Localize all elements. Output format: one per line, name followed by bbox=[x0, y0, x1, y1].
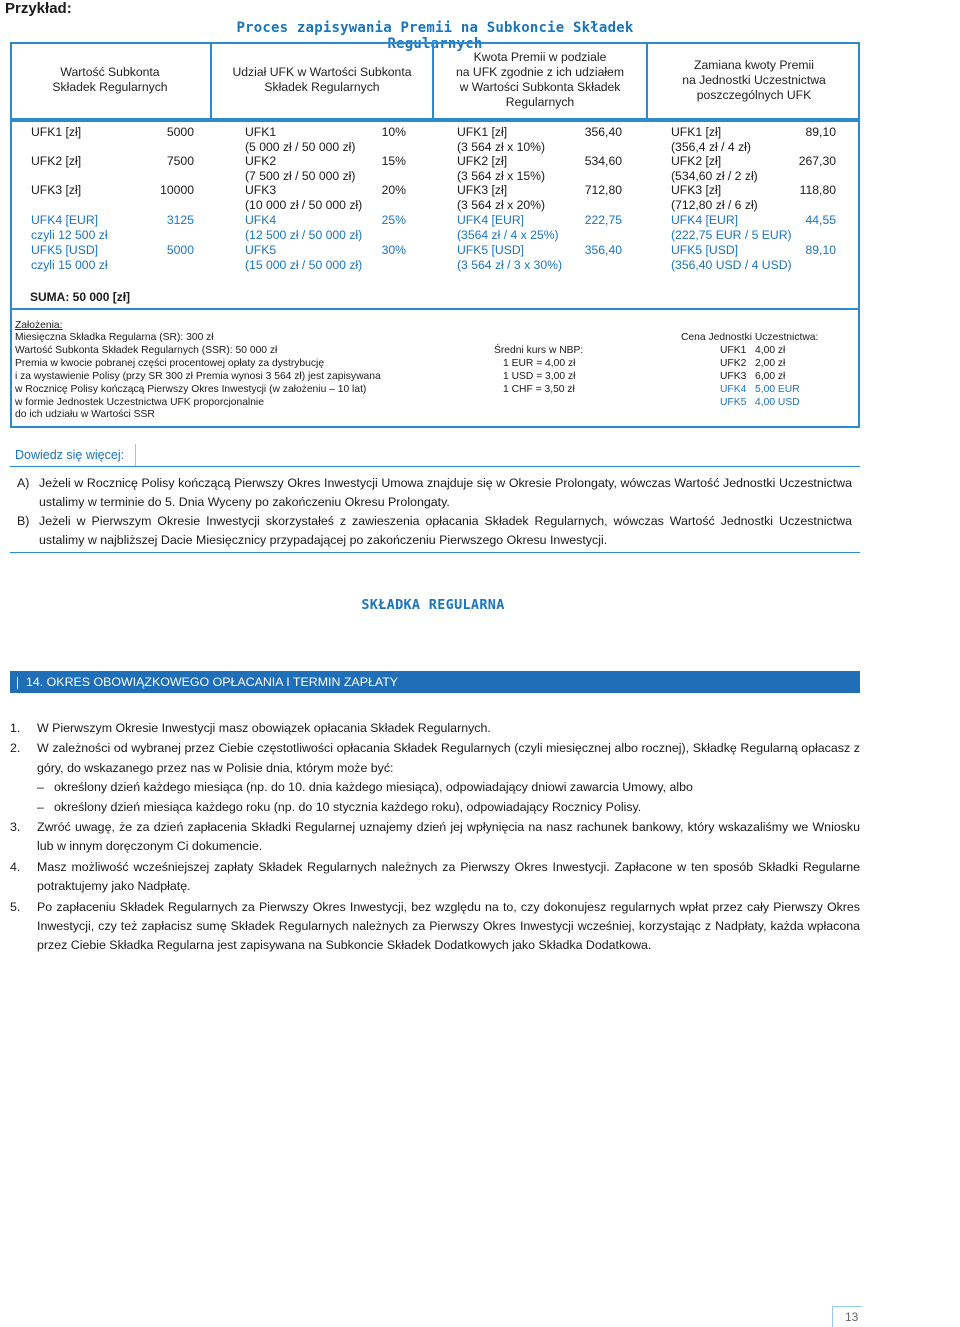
cell-value: 25% bbox=[381, 213, 406, 227]
cell-note: (712,80 zł / 6 zł) bbox=[671, 198, 758, 212]
list-number: 5. bbox=[10, 899, 21, 914]
cell-label: UFK1 [zł] bbox=[671, 125, 722, 139]
column-header-premium-split: Kwota Premii w podziale na UFK zgodnie z ich udziałem w Wartości Subkonta Składek Regularnych bbox=[434, 42, 648, 120]
assumptions-title: Założenia: bbox=[15, 320, 63, 331]
cell-label: UFK4 [EUR] bbox=[671, 213, 739, 227]
price-value: 4,00 USD bbox=[755, 397, 800, 408]
cell-value: 5000 bbox=[166, 243, 194, 257]
column-header-subaccount-value: Wartość Subkonta Składek Regularnych bbox=[10, 42, 212, 120]
cell-value: 222,75 bbox=[584, 213, 622, 227]
cell-value: 10000 bbox=[160, 183, 194, 197]
cell-value: 15% bbox=[381, 154, 406, 168]
cell-label: UFK2 [zł] bbox=[457, 154, 508, 168]
price-value: 5,00 EUR bbox=[755, 384, 800, 395]
cell-note: (356,4 zł / 4 zł) bbox=[671, 140, 751, 154]
assumption-line: w formie Jednostek Uczestnictwa UFK proporcjonalnie bbox=[15, 397, 264, 408]
item-marker: A) bbox=[17, 476, 30, 490]
cell-label: UFK2 [zł] bbox=[671, 154, 722, 168]
cell-note: (3 564 zł / 3 x 30%) bbox=[457, 258, 562, 272]
price-value: 2,00 zł bbox=[755, 358, 786, 369]
item-text: Jeżeli w Rocznicę Polisy kończącą Pierwszy Okres Inwestycji Umowa znajduje się w Okresie Prolongaty, wówczas Wartość Jednostki Uczestnictwa ustalimy w terminie do 5. Dnia Wyceny po zakończeniu Okresu Prolongaty. bbox=[39, 476, 852, 509]
cell-label: UFK2 [zł] bbox=[31, 154, 82, 168]
price-ufk: UFK5 bbox=[720, 397, 747, 408]
cell-label: UFK5 [USD] bbox=[671, 243, 739, 257]
cell-value: 89,10 bbox=[805, 243, 836, 257]
cell-value: 30% bbox=[381, 243, 406, 257]
list-text: W Pierwszym Okresie Inwestycji masz obowiązek opłacania Składek Regularnych. bbox=[37, 721, 491, 735]
learn-more-tick bbox=[135, 444, 136, 466]
rate-line: 1 USD = 3,00 zł bbox=[503, 371, 576, 382]
list-number: 1. bbox=[10, 721, 21, 735]
header-divider bbox=[10, 120, 860, 122]
cell-value: 356,40 bbox=[584, 243, 622, 257]
list-text: Masz możliwość wcześniejszej zapłaty Składek Regularnych należnych za Pierwszy Okres Inwestycji. Zapłacone w ten sposób Składki Regularne potraktujemy jako Nadpłatę. bbox=[37, 859, 860, 894]
learn-more-text bbox=[17, 474, 852, 550]
cell-label: UFK5 bbox=[245, 243, 277, 257]
list-text: Po zapłaceniu Składek Regularnych za Pierwszy Okres Inwestycji, bez względu na to, czy dokonujesz regularnych wpłat przez cały Pierwszy Okres Inwestycji, czy też zapłacisz sumę Składek Regularnych należnych za Pierwszy Okres Inwestycji wcześniej, korzystając z Nadpłaty, każda wpłacona przez Ciebie Składka Regularna jest zapisywana na Subkoncie Składek Dodatkowych jako Składka Dodatkowa. bbox=[37, 899, 860, 953]
price-value: 6,00 zł bbox=[755, 371, 786, 382]
cell-note: (10 000 zł / 50 000 zł) bbox=[245, 198, 363, 212]
cell-label: UFK3 [zł] bbox=[671, 183, 722, 197]
cell-label: UFK2 bbox=[245, 154, 277, 168]
learn-more-label: Dowiedz się więcej: bbox=[15, 448, 125, 462]
cell-label: UFK3 bbox=[245, 183, 277, 197]
sub-item-text: określony dzień miesiąca każdego roku (np. do 10 stycznia każdego roku), odpowiadający Rocznicy Polisy. bbox=[54, 799, 642, 814]
section-bar-label: 14. OKRES OBOWIĄZKOWEGO OPŁACANIA I TERMIN ZAPŁATY bbox=[26, 675, 399, 689]
example-heading: Przykład: bbox=[5, 0, 72, 17]
cell-note: (3 564 zł x 15%) bbox=[457, 169, 546, 183]
column-header-ufk-share: Udział UFK w Wartości Subkonta Składek Regularnych bbox=[212, 42, 434, 120]
learn-more-item-a bbox=[17, 474, 852, 512]
cell-note: (7 500 zł / 50 000 zł) bbox=[245, 169, 356, 183]
cell-label: UFK1 bbox=[245, 125, 277, 139]
cell-note: (5 000 zł / 50 000 zł) bbox=[245, 140, 356, 154]
assumption-line: Miesięczna Składka Regularna (SR): 300 zł bbox=[15, 332, 214, 343]
section-title: SKŁADKA REGULARNA bbox=[361, 597, 505, 613]
assumption-line: Premia w kwocie pobranej części procentowej opłaty za dystrybucję bbox=[15, 358, 325, 369]
process-title: Proces zapisywania Premii na Subkoncie Składek Regularnych bbox=[236, 20, 634, 52]
list-number: 3. bbox=[10, 820, 21, 835]
page-number: 13 bbox=[845, 1310, 859, 1324]
list-number: 4. bbox=[10, 859, 21, 874]
cell-note: (3 564 zł x 20%) bbox=[457, 198, 546, 212]
sub-item bbox=[37, 798, 860, 817]
cell-note: (222,75 EUR / 5 EUR) bbox=[671, 228, 792, 242]
list-item bbox=[10, 719, 860, 738]
cell-value: 44,55 bbox=[805, 213, 836, 227]
cell-value: 7500 bbox=[166, 154, 194, 168]
learn-more-bottom-rule bbox=[10, 552, 860, 553]
price-ufk: UFK4 bbox=[720, 384, 747, 395]
dash-marker: – bbox=[37, 780, 44, 795]
cell-note: czyli 12 500 zł bbox=[31, 228, 108, 242]
cell-value: 20% bbox=[381, 183, 406, 197]
item-text: Jeżeli w Pierwszym Okresie Inwestycji skorzystałeś z zawieszenia opłacania Składek Regularnych, wówczas Wartość Jednostki Uczestnictwa ustalimy w najbliższej Dacie Miesięcznicy przypadającej po zakończeniu Pierwszego Okresu Inwestycji. bbox=[39, 514, 852, 547]
cell-value: 267,30 bbox=[798, 154, 836, 168]
cell-note: (356,40 USD / 4 USD) bbox=[671, 258, 792, 272]
cell-value: 5000 bbox=[166, 125, 194, 139]
learn-more-top-rule bbox=[10, 466, 860, 467]
cell-value: 3125 bbox=[166, 213, 194, 227]
cell-label: UFK3 [zł] bbox=[457, 183, 508, 197]
list-number: 2. bbox=[10, 741, 21, 756]
list-text: W zależności od wybranej przez Ciebie częstotliwości opłacania Składek Regularnych (czyli miesięcznej albo rocznej), Składkę Regularną opłacasz z góry, do wskazanego przez nas w Polisie dnia, którym może być: bbox=[37, 741, 860, 775]
prices-title: Cena Jednostki Uczestnictwa: bbox=[681, 332, 819, 343]
cell-value: 118,80 bbox=[799, 183, 836, 197]
cell-label: UFK4 [EUR] bbox=[457, 213, 525, 227]
rates-title: Średni kurs w NBP: bbox=[494, 345, 584, 356]
price-ufk: UFK2 bbox=[720, 358, 747, 369]
assumption-line: Wartość Subkonta Składek Regularnych (SSR): 50 000 zł bbox=[15, 345, 278, 356]
body-divider bbox=[10, 308, 860, 310]
cell-label: UFK5 [USD] bbox=[457, 243, 525, 257]
list-item bbox=[10, 898, 860, 956]
cell-label: UFK4 bbox=[245, 213, 277, 227]
learn-more-item-b bbox=[17, 512, 852, 550]
assumption-line: do ich udziału w Wartości SSR bbox=[15, 409, 155, 420]
cell-label: UFK4 [EUR] bbox=[31, 213, 99, 227]
assumption-line: i za wystawienie Polisy (przy SR 300 zł Premia wynosi 3 564 zł) jest zapisywana bbox=[15, 371, 381, 382]
price-value: 4,00 zł bbox=[755, 345, 786, 356]
cell-label: UFK5 [USD] bbox=[31, 243, 99, 257]
cell-value: 712,80 bbox=[584, 183, 622, 197]
rate-line: 1 EUR = 4,00 zł bbox=[503, 358, 576, 369]
sub-item-text: określony dzień każdego miesiąca (np. do 10. dnia każdego miesiąca), odpowiadający dniowi zawarcia Umowy, albo bbox=[54, 780, 693, 795]
sub-item bbox=[37, 778, 860, 797]
cell-note: (3 564 zł x 10%) bbox=[457, 140, 546, 154]
assumption-line: w Rocznicę Polisy kończącą Pierwszy Okres Inwestycji (w założeniu – 10 lat) bbox=[15, 384, 367, 395]
list-item bbox=[10, 858, 860, 897]
cell-note: (534,60 zł / 2 zł) bbox=[671, 169, 758, 183]
list-text: Zwróć uwagę, że za dzień zapłacenia Składki Regularnej uznajemy dzień jej wpłynięcia na nasz rachunek bankowy, który wskazaliśmy we Wniosku lub w innym doręczonym Ci dokumencie. bbox=[37, 820, 860, 854]
cell-note: (15 000 zł / 50 000 zł) bbox=[245, 258, 363, 272]
cell-note: czyli 15 000 zł bbox=[31, 258, 108, 272]
cell-label: UFK1 [zł] bbox=[31, 125, 82, 139]
price-ufk: UFK3 bbox=[720, 371, 747, 382]
sum-total: SUMA: 50 000 [zł] bbox=[30, 290, 131, 304]
cell-value: 10% bbox=[381, 125, 406, 139]
item-marker: B) bbox=[17, 514, 30, 528]
dash-marker: – bbox=[37, 799, 44, 814]
rate-line: 1 CHF = 3,50 zł bbox=[503, 384, 575, 395]
numbered-list bbox=[10, 719, 860, 957]
cell-note: (12 500 zł / 50 000 zł) bbox=[245, 228, 363, 242]
cell-label: UFK3 [zł] bbox=[31, 183, 82, 197]
list-item bbox=[10, 818, 860, 857]
list-item bbox=[10, 739, 860, 817]
column-header-units-conversion: Zamiana kwoty Premii na Jednostki Uczestnictwa poszczególnych UFK bbox=[648, 42, 860, 120]
cell-value: 534,60 bbox=[584, 154, 622, 168]
cell-label: UFK1 [zł] bbox=[457, 125, 508, 139]
section-bar bbox=[10, 671, 860, 693]
bar-tick bbox=[17, 677, 18, 689]
cell-value: 356,40 bbox=[584, 125, 622, 139]
price-ufk: UFK1 bbox=[720, 345, 747, 356]
cell-value: 89,10 bbox=[805, 125, 836, 139]
cell-note: (3564 zł / 4 x 25%) bbox=[457, 228, 559, 242]
